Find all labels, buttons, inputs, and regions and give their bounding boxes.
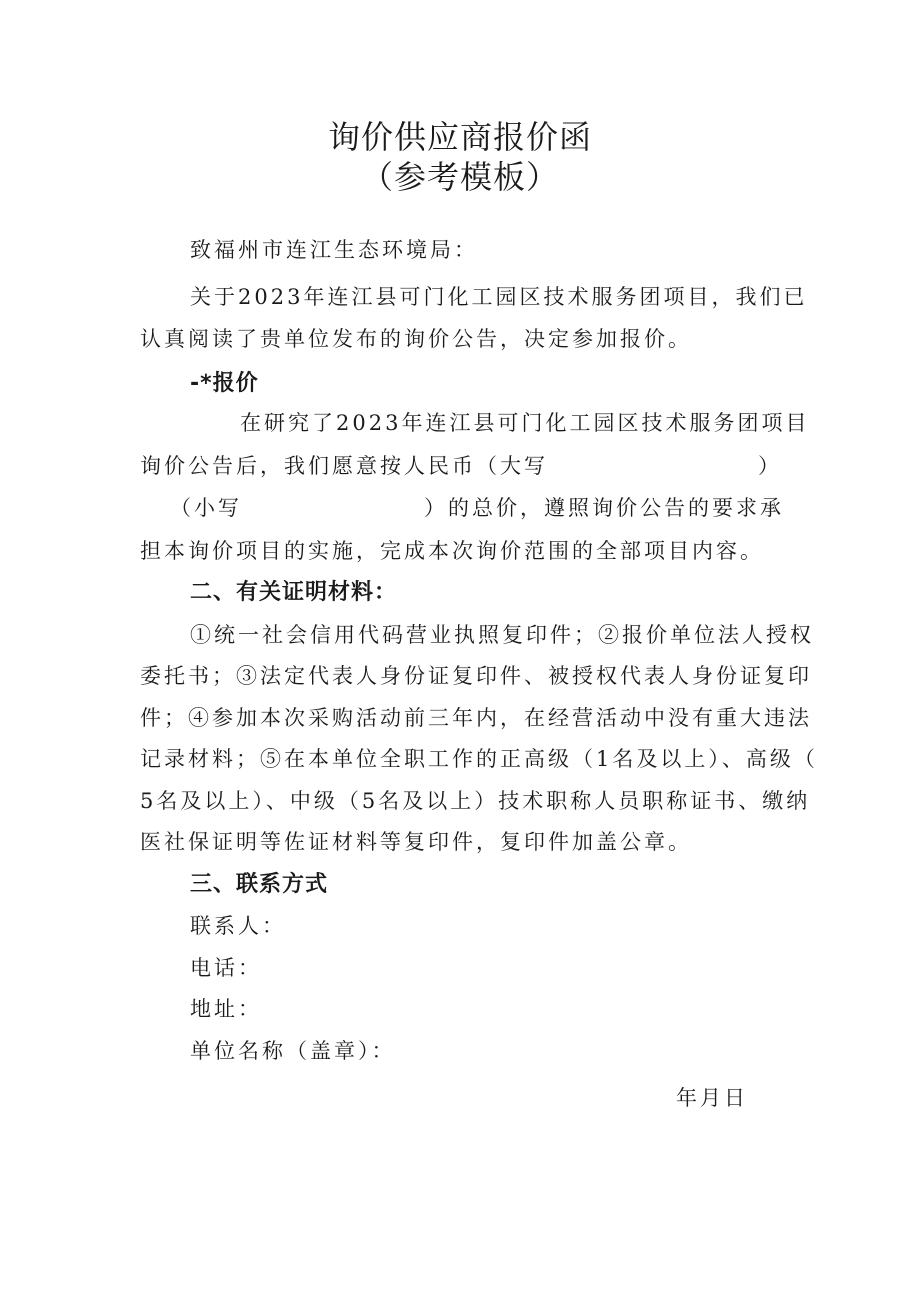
intro-line-1: 关于2023年连江县可门化工园区技术服务团项目，我们已: [190, 285, 808, 309]
quote-line-2: 询价公告后，我们愿意按人民币（大写: [140, 454, 548, 478]
materials-line: ①统一社会信用代码营业执照复印件；②报价单位法人授权: [190, 623, 814, 647]
quote-lowercase-open: （小写: [170, 496, 242, 520]
quote-line-3: ）的总价，遵照询价公告的要求承: [424, 496, 784, 520]
section-2-heading: 二、有关证明材料：: [190, 580, 398, 605]
company-name-label: 单位名称（盖章）：: [190, 1039, 396, 1063]
materials-line: 委托书；③法定代表人身份证复印件、被授权代表人身份证复印: [140, 664, 812, 688]
materials-line: 记录材料；⑤在本单位全职工作的正高级（1名及以上）、高级（: [140, 747, 818, 771]
document-title: 询价供应商报价函: [327, 118, 592, 156]
address-label: 地址：: [190, 997, 262, 1021]
materials-line: 医社保证明等佐证材料等复印件，复印件加盖公章。: [140, 830, 692, 854]
quote-line-1: 在研究了2023年连江县可门化工园区技术服务团项目: [240, 411, 810, 435]
intro-line-2: 认真阅读了贵单位发布的询价公告，决定参加报价。: [140, 327, 692, 351]
quote-line-4: 担本询价项目的实施，完成本次询价范围的全部项目内容。: [140, 539, 764, 563]
section-3-heading: 三、联系方式: [190, 872, 329, 897]
document-subtitle: （参考模板）: [360, 158, 559, 196]
phone-label: 电话：: [190, 956, 262, 980]
contact-person-label: 联系人：: [190, 914, 286, 938]
addressee: 致福州市连江生态环境局：: [190, 238, 478, 262]
materials-line: 件；④参加本次采购活动前三年内，在经营活动中没有重大违法: [140, 706, 812, 730]
materials-line: 5名及以上）、中级（5名及以上）技术职称人员职称证书、缴纳: [140, 789, 811, 813]
quote-uppercase-close: ）: [758, 454, 782, 478]
section-1-heading: -*报价: [190, 371, 259, 396]
date-label: 年月日: [676, 1086, 748, 1110]
